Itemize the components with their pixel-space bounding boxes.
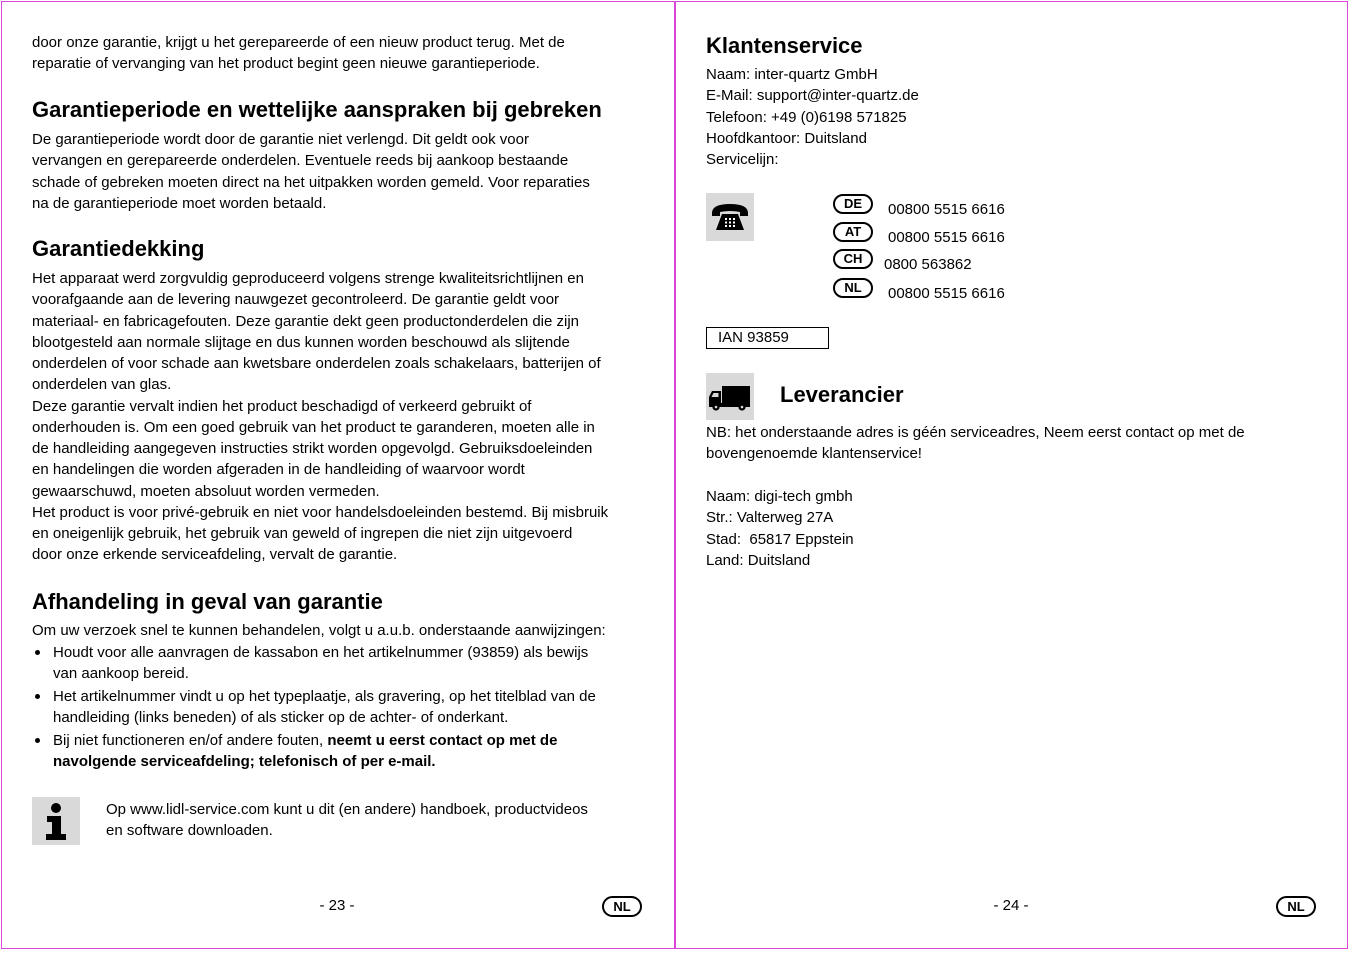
handling-intro [32,620,606,641]
paragraph-line: Deze garantie vervalt indien het product beschadigd of verkeerd gebruikt of [32,397,532,415]
intro-paragraph [32,32,565,75]
bullet-bold-text: navolgende serviceafdeling; telefonisch of per e-mail. [53,753,436,771]
hotline-number-nl: 00800 5515 6616 [888,285,1005,302]
bullet-regular-text: Bij niet functioneren en/of andere fouten, [53,732,328,749]
paragraph-line: reparatie of vervanging van het product begint geen nieuwe garantieperiode. [32,55,540,73]
coverage-paragraph [32,268,608,566]
bullet-line: Het artikelnummer vindt u op het typeplaatje, als gravering, op het titelblad van de [53,688,596,705]
bullet-dot [35,694,40,699]
paragraph-line: Het apparaat werd zorgvuldig geproduceerd volgens strenge kwaliteitsrichtlijnen en [32,270,584,287]
bullet-text [53,686,596,729]
paragraph-line: schade of gebreken moeten direct na het uitpakken worden gemeld. Voor reparaties [32,173,590,191]
country-badge-nl: NL [833,278,873,298]
bullet-item [32,730,557,773]
info-icon [32,797,80,845]
page-23 [1,1,675,949]
bullet-item [32,642,588,685]
bullet-line: van aankoop bereid. [53,665,189,683]
telephone-icon-graphic [706,193,754,241]
address-line: Land: Duitsland [706,551,811,569]
paragraph-line: vervangen en gerepareerde onderdelen. Eventuele reeds bij aankoop bestaande [32,152,569,170]
paragraph-line: voorafgaande aan de levering nauwgezet gecontroleerd. De garantie geldt voor [32,291,560,309]
contact-line: Servicelijn: [706,151,779,168]
paragraph-line: na de garantieperiode moet worden betaald. [32,194,327,212]
address-line: Str.: Valterweg 27A [706,509,834,527]
contact-line: Telefoon: +49 (0)6198 571825 [706,108,907,126]
hotline-number-de: 00800 5515 6616 [888,201,1005,218]
language-badge: NL [1276,896,1316,917]
page-24 [675,1,1348,949]
paragraph-line: Om uw verzoek snel te kunnen behandelen, volgt u a.u.b. onderstaande aanwijzingen: [32,622,606,639]
truck-icon [706,373,754,420]
paragraph-line: gewaarschuwd, moeten absoluut worden vermeden. [32,482,380,500]
paragraph-line: de handleiding aangegeven instructies strikt worden opgevolgd. Gebruiksdoeleinden [32,440,593,457]
contact-line: E-Mail: support@inter-quartz.de [706,87,919,105]
info-note-line: en software downloaden. [106,822,273,840]
contact-line: Hoofdkantoor: Duitsland [706,129,867,147]
heading-supplier: Leverancier [780,382,904,407]
address-line: Naam: digi-tech gmbh [706,488,853,505]
telephone-icon [706,193,754,241]
page-number: - 24 - [993,897,1029,914]
heading-warranty-period: Garantieperiode en wettelijke aanspraken bij gebreken [32,97,602,122]
heading-warranty-handling: Afhandeling in geval van garantie [32,589,383,614]
customer-service-details [706,64,919,170]
info-icon-graphic [32,797,80,845]
heading-customer-service: Klantenservice [706,33,863,58]
bullet-dot [35,738,40,743]
paragraph-line: Het product is voor privé-gebruik en niet voor handelsdoeleinden bestemd. Bij misbruik [32,503,609,521]
paragraph-line: onderdelen van glas. [32,376,172,394]
paragraph-line: materiaal- en fabricagefouten. Deze garantie dekt geen productonderdelen die zijn [32,312,580,330]
paragraph-line: en oneigenlijk gebruik, het gebruik van geweld of ingrepen die niet zijn uitgevoerd [32,525,573,542]
heading-coverage: Garantiedekking [32,236,205,261]
hotline-number-at: 00800 5515 6616 [888,229,1005,246]
supplier-address [706,486,854,571]
paragraph-line: door onze garantie, krijgt u het gerepareerde of een nieuw product terug. Met de [32,34,565,51]
paragraph-line: onderhouden is. Om een goed gebruik van het product te garanderen, moeten alle in [32,418,595,436]
paragraph-line: blootgesteld aan normale slijtage en dus kunnen worden beschouwd als slijtende [32,333,570,351]
bullet-dot [35,650,40,655]
country-badge-ch: CH [833,249,873,269]
country-badge-at: AT [833,222,873,242]
ian-box: IAN 93859 [706,327,829,349]
warranty-period-paragraph [32,129,590,214]
page-number: - 23 - [319,897,355,914]
bullet-bold-text: neemt u eerst contact op met de [327,732,558,749]
bullet-text [53,730,557,773]
truck-icon-graphic [706,373,754,420]
supplier-note [706,422,1245,465]
country-badge-de: DE [833,194,873,214]
paragraph-line: door onze erkende serviceafdeling, vervalt de garantie. [32,546,398,564]
info-note-line: Op www.lidl-service.com kunt u dit (en andere) handboek, productvideos [106,801,588,818]
paragraph-line: onderdelen of voor schade aan kwetsbare onderdelen zoals schakelaars, batterijen of [32,355,601,372]
supplier-note-line: bovengenoemde klantenservice! [706,445,922,463]
paragraph-line: en handelingen die worden afgeraden in de handleiding of waarvoor wordt [32,461,525,479]
bullet-line [53,730,557,751]
contact-line: Naam: inter-quartz GmbH [706,66,878,83]
bullet-item [32,686,596,729]
address-line: Stad: 65817 Eppstein [706,530,854,548]
info-note-text [106,799,588,842]
hotline-number-ch: 0800 563862 [884,256,972,273]
paragraph-line: De garantieperiode wordt door de garantie niet verlengd. Dit geldt ook voor [32,131,529,148]
bullet-line: Houdt voor alle aanvragen de kassabon en het artikelnummer (93859) als bewijs [53,644,589,661]
bullet-line: handleiding (links beneden) of als sticker op de achter- of onderkant. [53,709,509,727]
supplier-note-line: NB: het onderstaande adres is géén serviceadres, Neem eerst contact op met de [706,424,1245,441]
language-badge: NL [602,896,642,917]
bullet-text [53,642,588,685]
